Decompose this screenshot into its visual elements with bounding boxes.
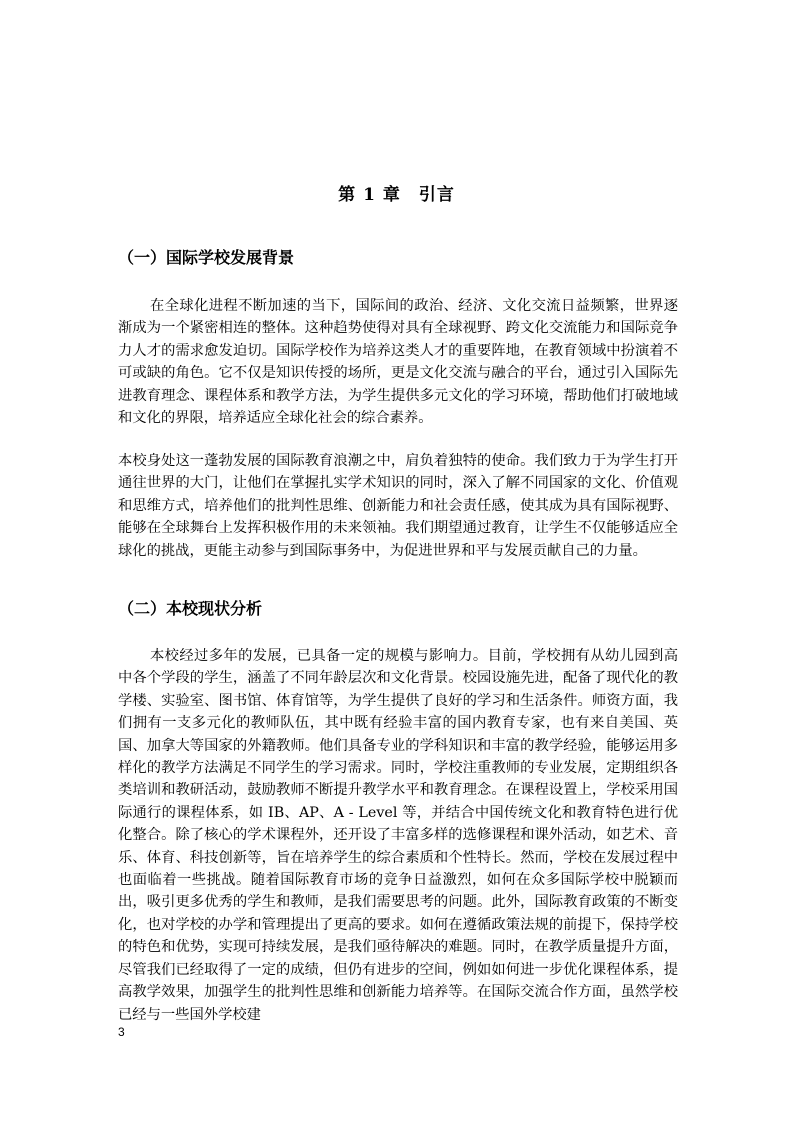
page-number: 3 (118, 1025, 125, 1039)
paragraph-status-1: 本校经过多年的发展，已具备一定的规模与影响力。目前，学校拥有从幼儿园到高中各个学段的学生，涵盖了不同年龄层次和文化背景。校园设施先进，配备了现代化的教学楼、实验室、图书馆、体育馆等，为学生提供了良好的学习和生活条件。师资方面，我们拥有一支多元化的教师队伍，其中既有经验丰富的国内教育专家，也有来自美国、英国、加拿大等国家的外籍教师。他们具备专业的学科知识和丰富的教学经验，能够运用多样化的教学方法满足不同学生的学习需求。同时，学校注重教师的专业发展，定期组织各类培训和教研活动，鼓励教师不断提升教学水平和教育理念。在课程设置上，学校采用国际通行的课程体系，如 IB、AP、A - Level 等，并结合中国传统文化和教育特色进行优化整合。除了核心的学术课程外，还开设了丰富多样的选修课程和课外活动，如艺术、音乐、体育、科技创新等，旨在培养学生的综合素质和个性特长。然而，学校在发展过程中也面临着一些挑战。随着国际教育市场的竞争日益激烈，如何在众多国际学校中脱颖而出，吸引更多优秀的学生和教师，是我们需要思考的问题。此外，国际教育政策的不断变化，也对学校的办学和管理提出了更高的要求。如何在遵循政策法规的前提下，保持学校的特色和优势，实现可持续发展，是我们亟待解决的难题。同时，在教学质量提升方面，尽管我们已经取得了一定的成绩，但仍有进步的空间，例如如何进一步优化课程体系，提高教学效果，加强学生的批判性思维和创新能力培养等。在国际交流合作方面，虽然学校已经与一些国外学校建 (118, 648, 678, 1023)
paragraph-background-1: 在全球化进程不断加速的当下，国际间的政治、经济、文化交流日益频繁，世界逐渐成为一个紧密相连的整体。这种趋势使得对具有全球视野、跨文化交流能力和国际竞争力人才的需求愈发迫切。国际学校作为培养这类人才的重要阵地，在教育领域中扮演着不可或缺的角色。它不仅是知识传授的场所，更是文化交流与融合的平台，通过引入国际先进教育理念、课程体系和教学方法，为学生提供多元文化的学习环境，帮助他们打破地域和文化的界限，培养适应全球化社会的综合素养。 (118, 298, 678, 427)
section-heading-status: （二）本校现状分析 (118, 599, 263, 618)
chapter-title: 第 1 章 引言 (338, 185, 455, 205)
paragraph-background-2: 本校身处这一蓬勃发展的国际教育浪潮之中，肩负着独特的使命。我们致力于为学生打开通往世界的大门，让他们在掌握扎实学术知识的同时，深入了解不同国家的文化、价值观和思维方式，培养他们的批判性思维、创新能力和社会责任感，使其成为具有国际视野、能够在全球舞台上发挥积极作用的未来领袖。我们期望通过教育，让学生不仅能够适应全球化的挑战，更能主动参与到国际事务中，为促进世界和平与发展贡献自己的力量。 (118, 453, 678, 559)
section-heading-background: （一）国际学校发展背景 (118, 248, 295, 267)
